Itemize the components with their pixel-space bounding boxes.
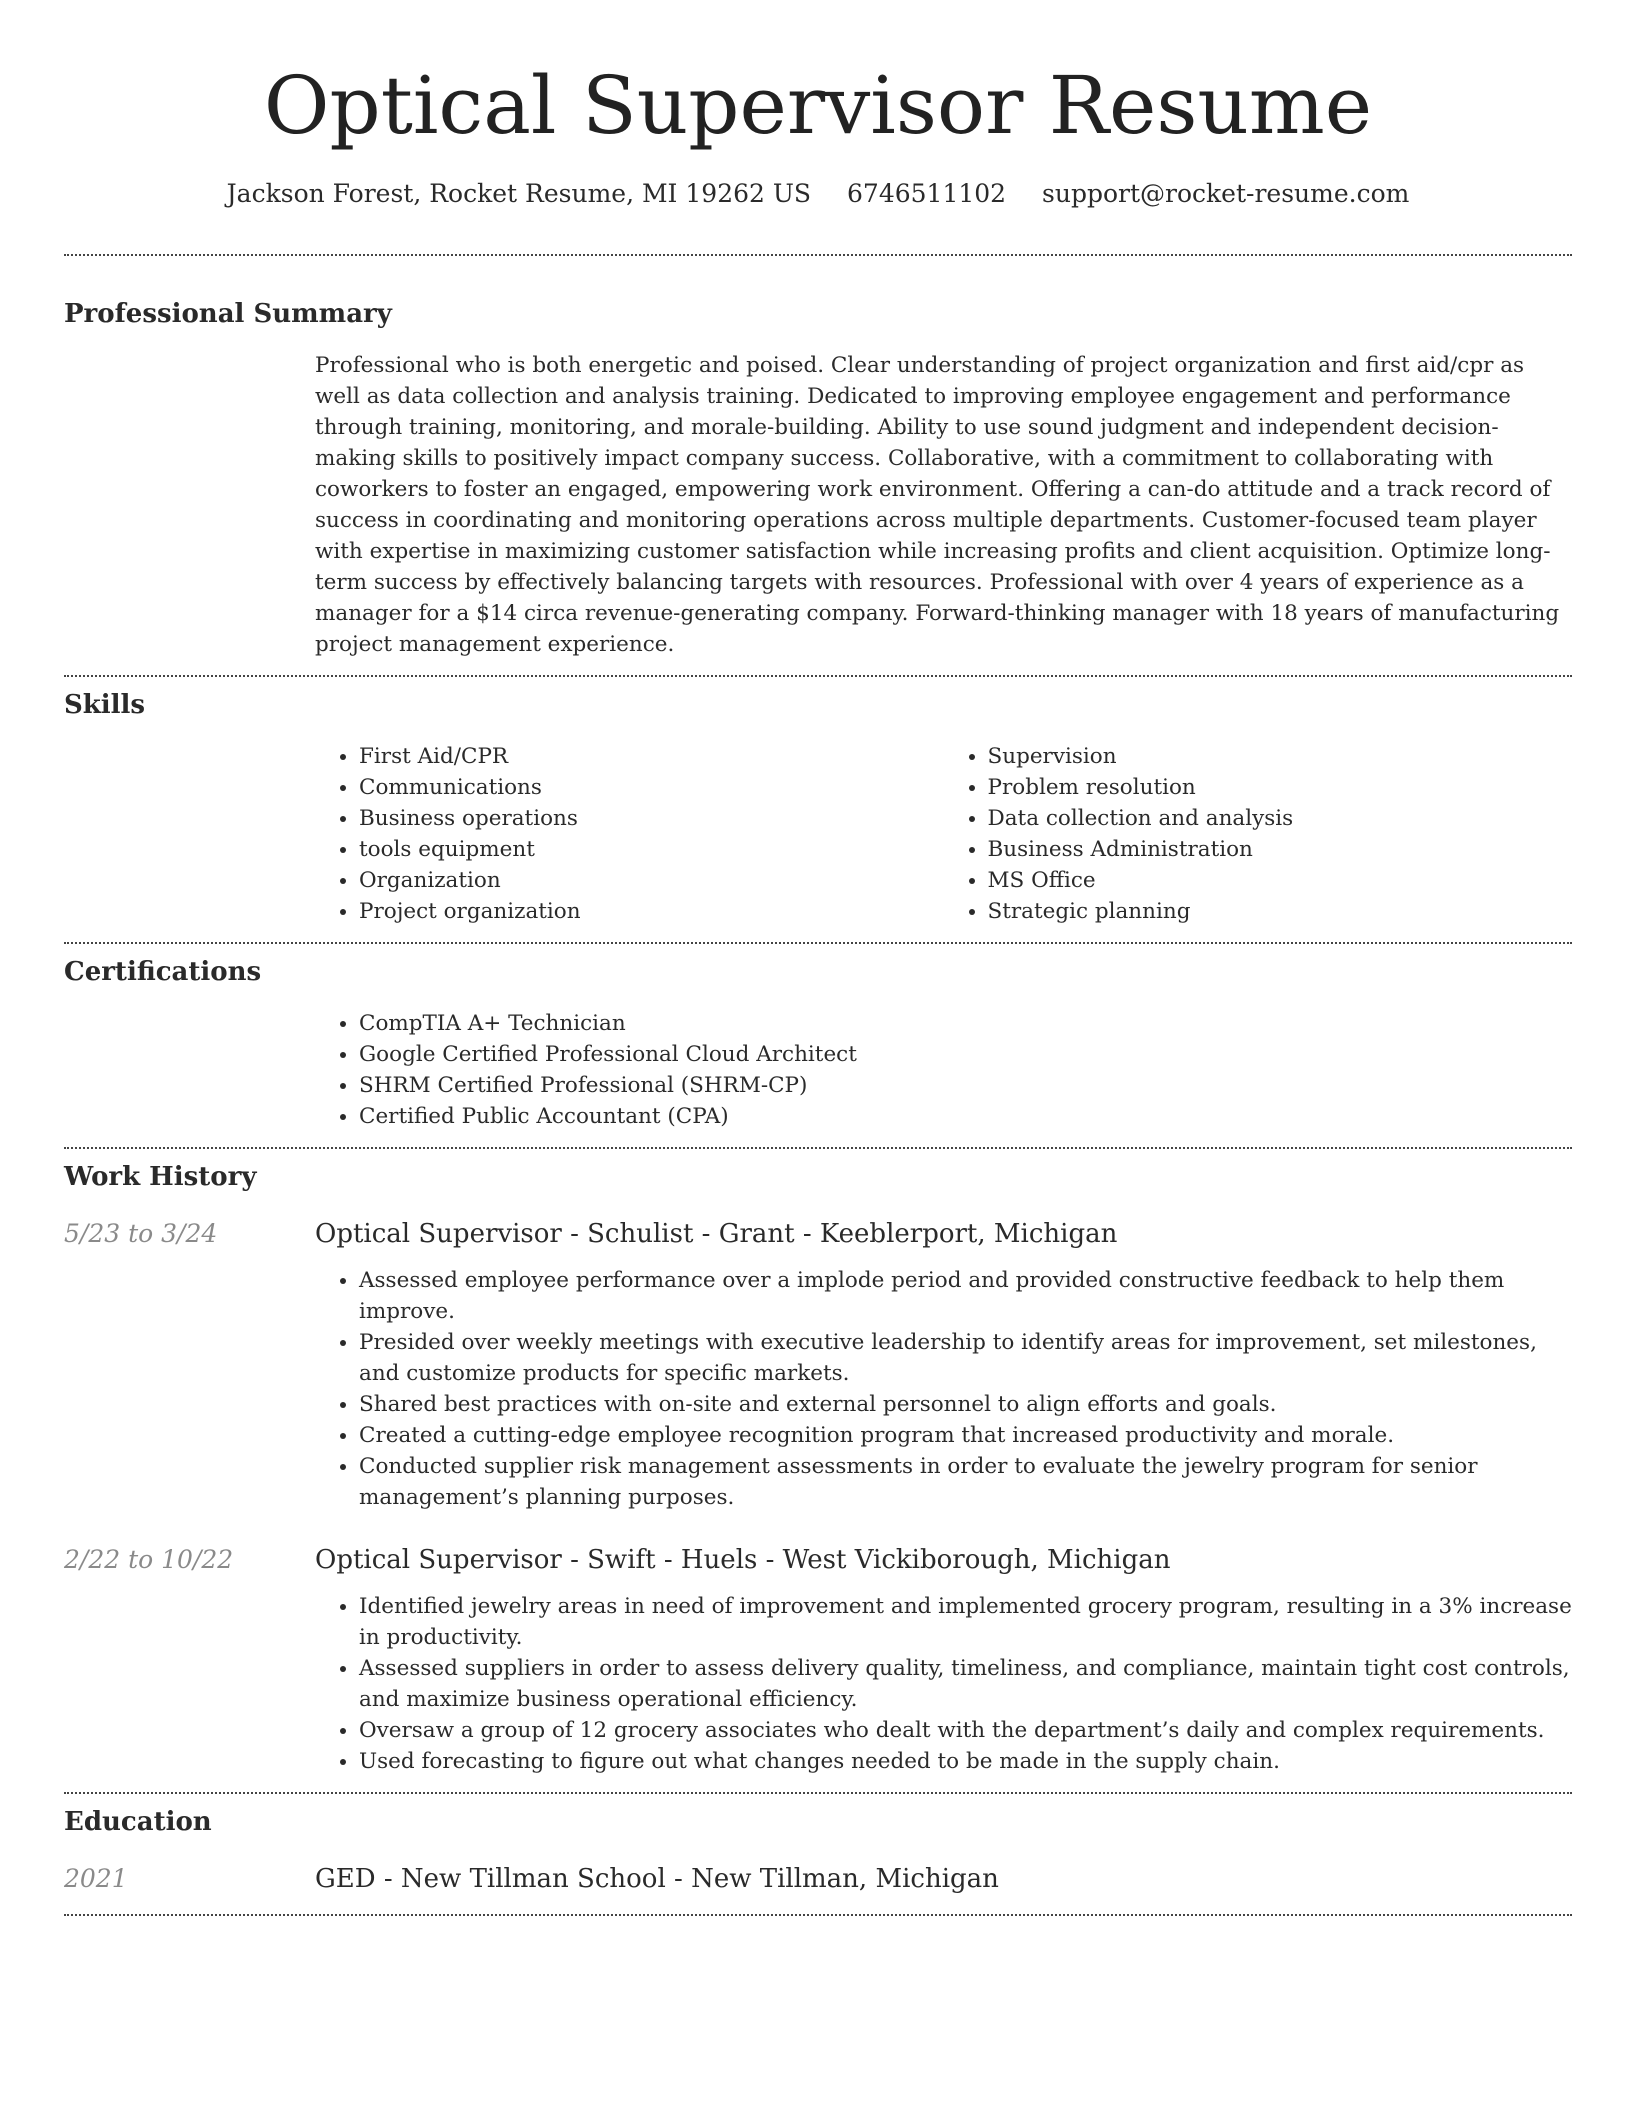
skill-item: • Supervision xyxy=(988,741,1573,772)
resume-title: Optical Supervisor Resume xyxy=(263,59,1373,152)
divider xyxy=(64,1914,1572,1916)
certification-item: • CompTIA A+ Technician xyxy=(359,1008,1572,1039)
skill-item: • Problem resolution xyxy=(988,772,1573,803)
skill-item: • Data collection and analysis xyxy=(988,803,1573,834)
education-section xyxy=(64,1804,1572,1896)
contact-email: support@rocket-resume.com xyxy=(1042,179,1410,208)
job-bullet: • Used forecasting to figure out what changes needed to be made in the supply chain. xyxy=(359,1746,1572,1777)
job-bullet: • Conducted supplier risk management assessments in order to evaluate the jewelry program for senior management’s planning purposes. xyxy=(359,1451,1572,1513)
summary-text: Professional who is both energetic and poised. Clear understanding of project organization and first aid/cpr as well as data collection and analysis training. Dedicated to improving employee engagement and performance through training, monitoring, and morale-building. Ability to use sound judgment and independent decision-making skills to positively impact company success. Collaborative, with a commitment to collaborating with coworkers to foster an engaged, empowering work environment. Offering a can-do attitude and a track record of success in coordinating and monitoring operations across multiple departments. Customer-focused team player with expertise in maximizing customer satisfaction while increasing profits and client acquisition. Optimize long-term success by effectively balancing targets with resources. Professional with over 4 years of experience as a manager for a $14 circa revenue-generating company. Forward-thinking manager with 18 years of manufacturing project management experience. xyxy=(315,353,1560,657)
skills-list xyxy=(315,741,1572,927)
skills-section xyxy=(64,687,1572,927)
education-date: 2021 xyxy=(64,1864,128,1893)
job-title: Optical Supervisor - Swift - Huels - West Vickiborough, Michigan xyxy=(315,1545,1171,1575)
certification-item: • SHRM Certified Professional (SHRM-CP) xyxy=(359,1070,1572,1101)
job-bullet: • Assessed suppliers in order to assess delivery quality, timeliness, and compliance, maintain tight cost controls, and maximize business operational efficiency. xyxy=(359,1653,1572,1715)
summary-section xyxy=(64,296,1572,660)
skill-item: • First Aid/CPR xyxy=(359,741,944,772)
education-entry xyxy=(64,1862,1572,1896)
job-title: Optical Supervisor - Schulist - Grant - Keeblerport, Michigan xyxy=(315,1219,1118,1249)
contact-line xyxy=(64,176,1572,212)
job-bullet: • Oversaw a group of 12 grocery associates who dealt with the department’s daily and complex requirements. xyxy=(359,1715,1572,1746)
skill-item: • tools equipment xyxy=(359,834,944,865)
skill-item: • Organization xyxy=(359,865,944,896)
job-bullet: • Presided over weekly meetings with executive leadership to identify areas for improvement, set milestones, and customize products for specific markets. xyxy=(359,1327,1572,1389)
work-history-section xyxy=(64,1159,1572,1777)
certification-item: • Google Certified Professional Cloud Architect xyxy=(359,1039,1572,1070)
skill-item: • Business operations xyxy=(359,803,944,834)
skill-item: • Project organization xyxy=(359,896,944,927)
skills-heading: Skills xyxy=(64,690,146,720)
job-bullets xyxy=(315,1265,1572,1513)
job-entry xyxy=(64,1543,1572,1777)
job-date: 5/23 to 3/24 xyxy=(64,1219,218,1248)
education-heading: Education xyxy=(64,1807,212,1837)
divider xyxy=(64,942,1572,944)
contact-address: Jackson Forest, Rocket Resume, MI 19262 US xyxy=(226,179,812,208)
education-title: GED - New Tillman School - New Tillman, Michigan xyxy=(315,1864,999,1894)
certifications-heading: Certifications xyxy=(64,957,262,987)
divider xyxy=(64,1147,1572,1149)
resume-page xyxy=(64,0,1572,1916)
certifications-section xyxy=(64,954,1572,1132)
skills-column-right xyxy=(944,741,1573,927)
job-header xyxy=(64,1217,1572,1251)
job-date: 2/22 to 10/22 xyxy=(64,1545,234,1574)
skill-item: • MS Office xyxy=(988,865,1573,896)
certifications-list xyxy=(315,1008,1572,1132)
divider xyxy=(64,254,1572,256)
job-header xyxy=(64,1543,1572,1577)
job-bullet: • Shared best practices with on-site and external personnel to align efforts and goals. xyxy=(359,1389,1572,1420)
job-bullets xyxy=(315,1591,1572,1777)
work-history-heading: Work History xyxy=(64,1162,257,1192)
divider xyxy=(64,675,1572,677)
skill-item: • Strategic planning xyxy=(988,896,1573,927)
skill-item: • Business Administration xyxy=(988,834,1573,865)
job-bullet: • Identified jewelry areas in need of improvement and implemented grocery program, resulting in a 3% increase in productivity. xyxy=(359,1591,1572,1653)
skill-item: • Communications xyxy=(359,772,944,803)
divider xyxy=(64,1792,1572,1794)
skills-column-left xyxy=(315,741,944,927)
summary-heading: Professional Summary xyxy=(64,299,392,329)
contact-phone: 6746511102 xyxy=(847,179,1007,208)
job-bullet: • Assessed employee performance over a implode period and provided constructive feedback to help them improve. xyxy=(359,1265,1572,1327)
certification-item: • Certified Public Accountant (CPA) xyxy=(359,1101,1572,1132)
job-bullet: • Created a cutting-edge employee recognition program that increased productivity and morale. xyxy=(359,1420,1572,1451)
job-entry xyxy=(64,1217,1572,1513)
